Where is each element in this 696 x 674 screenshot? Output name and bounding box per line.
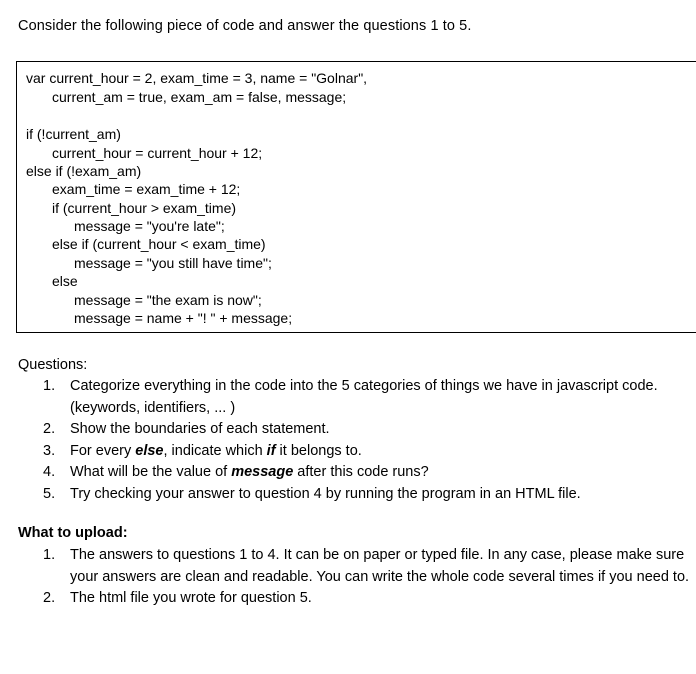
list-item	[18, 376, 690, 419]
item-text-part: , indicate which	[163, 442, 267, 459]
item-number: 1.	[43, 547, 56, 563]
list-item	[18, 545, 690, 588]
code-line: message = name + "! " + message;	[74, 310, 293, 326]
questions-list	[18, 376, 690, 505]
code-line: message = "the exam is now";	[74, 292, 262, 308]
item-number: 3.	[43, 442, 56, 459]
list-item	[18, 441, 690, 463]
code-line: current_am = true, exam_am = false, message;	[52, 89, 347, 105]
item-number: 2.	[43, 421, 56, 437]
upload-title: What to upload:	[18, 525, 128, 541]
item-number: 1.	[43, 378, 56, 394]
item-number: 5.	[43, 485, 56, 502]
item-text: Try checking your answer to question 4 by running the program in an HTML file.	[70, 485, 581, 502]
code-line: exam_time = exam_time + 12;	[52, 181, 241, 197]
item-text: Categorize everything in the code into the 5 categories of things we have in javascript code. (keywords, identifiers, ... )	[70, 378, 658, 416]
code-line: else if (!exam_am)	[26, 163, 142, 179]
upload-list	[18, 545, 690, 610]
list-item	[18, 462, 690, 484]
code-line: var current_hour = 2, exam_time = 3, name = "Golnar",	[26, 70, 368, 86]
intro-text: Consider the following piece of code and answer the questions 1 to 5.	[18, 18, 472, 34]
code-line: message = "you're late";	[74, 218, 225, 234]
code-line: if (!current_am)	[26, 126, 121, 142]
keyword-else: else	[135, 442, 164, 459]
list-item	[18, 419, 690, 441]
code-block	[16, 61, 696, 333]
item-number: 2.	[43, 590, 56, 606]
keyword-message: message	[231, 464, 294, 480]
code-line: else	[52, 273, 78, 289]
item-text-part: after this code runs?	[293, 464, 429, 480]
code-line: if (current_hour > exam_time)	[52, 200, 237, 216]
list-item	[18, 588, 690, 610]
list-item	[18, 484, 690, 506]
item-text-part: it belongs to.	[275, 442, 362, 459]
code-line: current_hour = current_hour + 12;	[52, 145, 263, 161]
item-text-part: For every	[70, 442, 136, 459]
item-text: The html file you wrote for question 5.	[70, 590, 312, 606]
item-text: Show the boundaries of each statement.	[70, 421, 330, 437]
item-text: The answers to questions 1 to 4. It can be on paper or typed file. In any case, please make sure your answers are clean and readable. You can write the whole code several times if you need to.	[70, 547, 690, 585]
item-text-part: What will be the value of	[70, 464, 232, 480]
questions-title: Questions:	[18, 357, 88, 373]
item-number: 4.	[43, 464, 56, 480]
code-line: message = "you still have time";	[74, 255, 272, 271]
keyword-if: if	[266, 442, 276, 459]
code-line: else if (current_hour < exam_time)	[52, 236, 266, 252]
